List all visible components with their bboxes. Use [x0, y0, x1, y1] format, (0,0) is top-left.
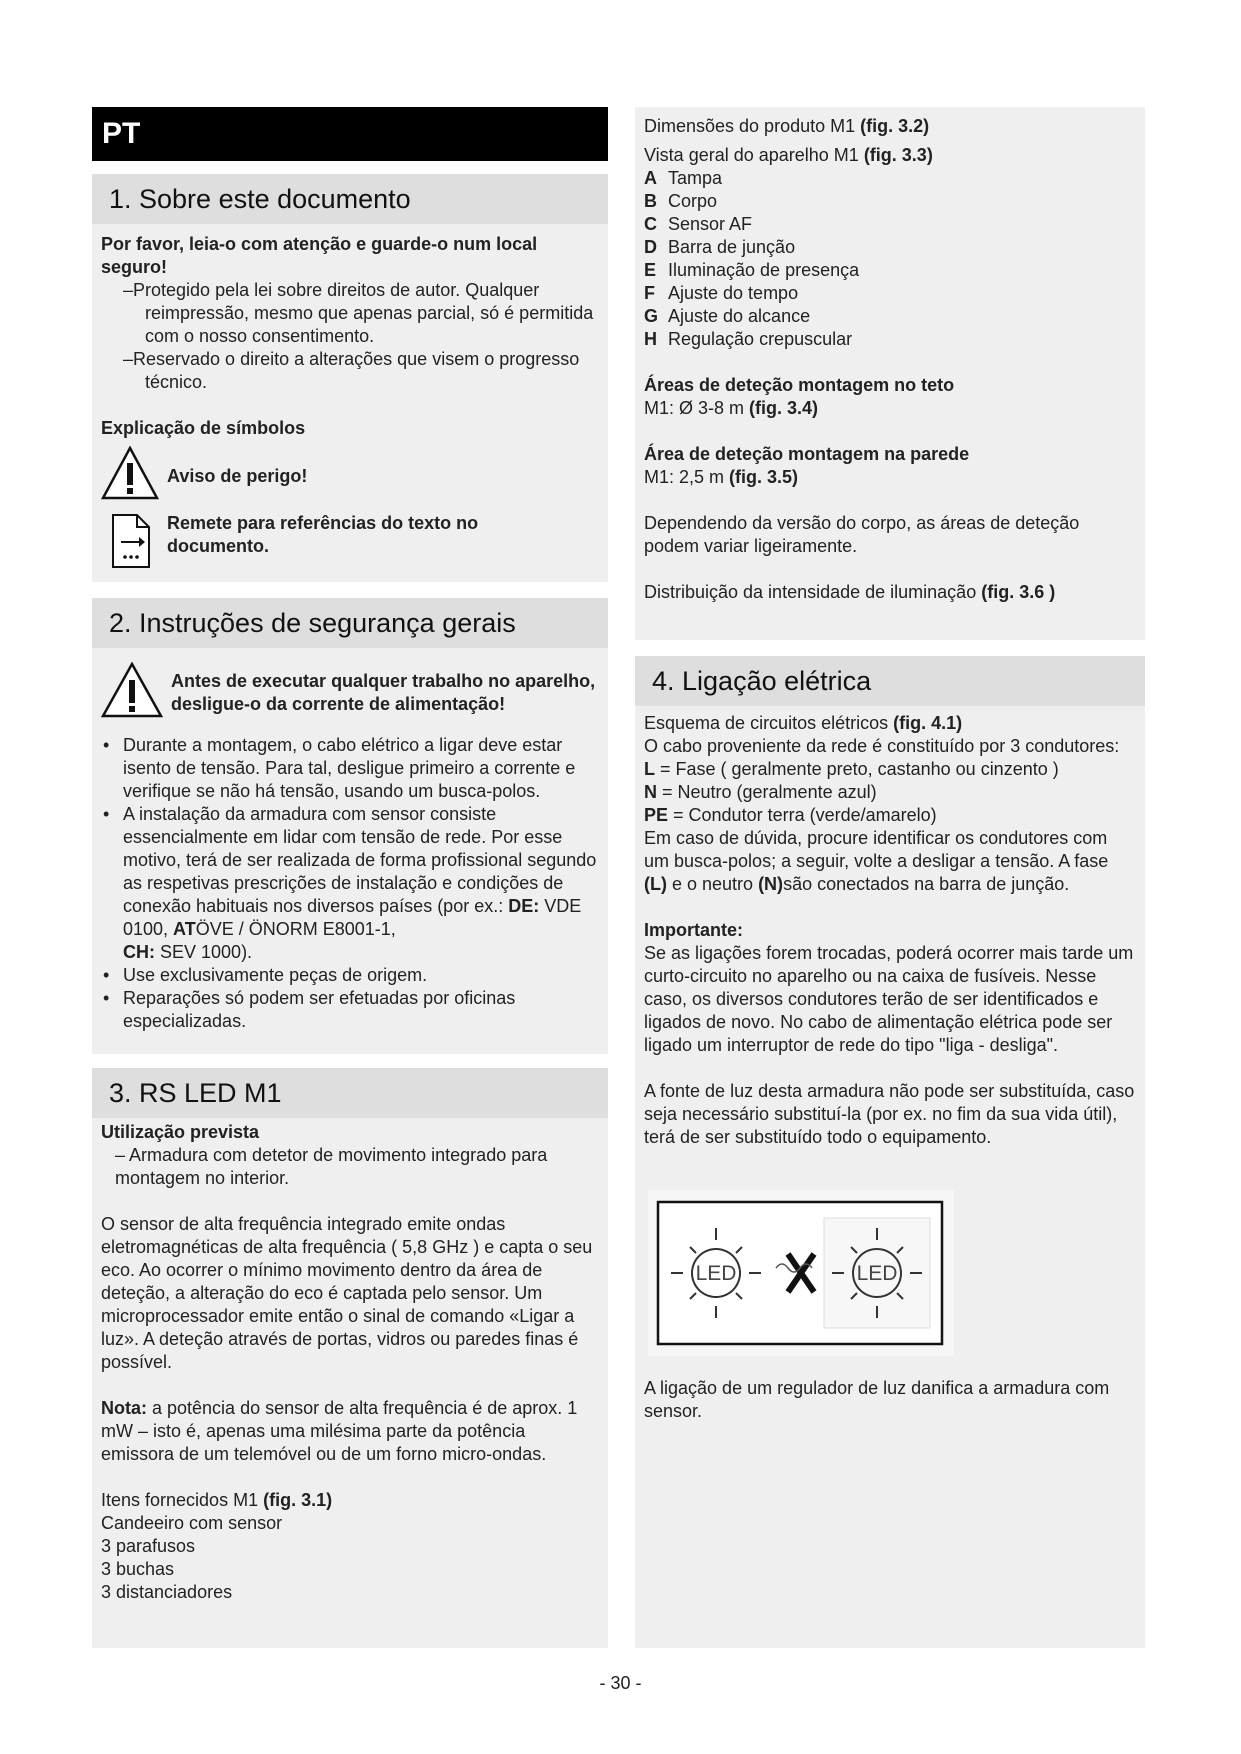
bullet-voltage: • Durante a montagem, o cabo elétrico a ligar deve estar isento de tensão. Para tal, desligue primeiro a corrente e verifique se não há tensão, usando um busca-polos. [101, 734, 599, 803]
detection-variation-note: Dependendo da versão do corpo, as áreas de deteção podem variar ligeiramente. [644, 513, 1080, 556]
sensor-description: O sensor de alta frequência integrado emite ondas eletromagnéticas de alta frequência ( 5,8 GHz ) e capta o seu eco. Ao ocorrer o mínimo movimento dentro da área de deteção, a alteração do eco é captada pelo sensor. Um microprocessador emite então o sinal de comando «Ligar a luz». A deteção através de portas, vidros ou paredes finas é possível. [101, 1214, 593, 1372]
section-1-panel [92, 174, 608, 582]
important-title: Importante: [644, 920, 743, 940]
warning-triangle-icon-2 [101, 662, 171, 724]
no-dimmer-figure [648, 1190, 954, 1356]
device-overview: Vista geral do aparelho M1 (fig. 3.3) [644, 145, 933, 165]
section-2-panel [92, 598, 608, 1054]
conductor-n: N = Neutro (geralmente azul) [644, 782, 877, 802]
light-source-note: A fonte de luz desta armadura não pode ser substituída, caso seja necessário substituí-la (por ex. no fim da sua vida útil), terá de ser substituído todo o equipamento. [644, 1081, 1135, 1147]
items-supplied-title: Itens fornecidos M1 (fig. 3.1) [101, 1490, 333, 1510]
led-label-right: LED [856, 1262, 898, 1285]
led-label-left: LED [695, 1262, 737, 1285]
item-screws: 3 parafusos [101, 1536, 196, 1556]
copyright-note: –Protegido pela lei sobre direitos de autor. Qualquer reimpressão, mesmo que apenas parcial, só é permitida com o nosso consentimento. [123, 280, 594, 346]
part-g: G Ajuste do alcance [644, 306, 811, 326]
doubt-instructions: Em caso de dúvida, procure identificar os condutores com um busca-polos; a seguir, volte a desligar a tensão. A fase (L) e o neutro (N)são conectados na barra de junção. [644, 828, 1109, 894]
circuit-diagram-ref: Esquema de circuitos elétricos (fig. 4.1) [644, 713, 963, 733]
document-reference-icon [101, 512, 161, 576]
illumination-distribution: Distribuição da intensidade de iluminação (fig. 3.6 ) [644, 582, 1056, 602]
part-c: C Sensor AF [644, 214, 753, 234]
section-3-panel [92, 1068, 608, 1648]
wall-detection-value: M1: 2,5 m (fig. 3.5) [644, 467, 799, 487]
intended-use-title: Utilização prevista [101, 1122, 260, 1142]
conductor-pe: PE = Condutor terra (verde/amarelo) [644, 805, 937, 825]
symbol-reference-label: Remete para referências do texto no documento. [167, 513, 479, 556]
product-dimensions: Dimensões do produto M1 (fig. 3.2) [644, 116, 930, 136]
part-f: F Ajuste do tempo [644, 283, 799, 303]
part-d: D Barra de junção [644, 237, 796, 257]
conductor-l: L = Fase ( geralmente preto, castanho ou cinzento ) [644, 759, 1059, 779]
section-2-title: 2. Instruções de segurança gerais [92, 598, 608, 648]
section-4-panel [635, 656, 1145, 1648]
item-spacers: 3 distanciadores [101, 1582, 233, 1602]
intended-use-text: – Armadura com detetor de movimento integrado para montagem no interior. [115, 1145, 548, 1188]
item-anchors: 3 buchas [101, 1559, 175, 1579]
part-a: A Tampa [644, 168, 723, 188]
ceiling-detection-value: M1: Ø 3-8 m (fig. 3.4) [644, 398, 819, 418]
wall-detection-title: Área de deteção montagem na parede [644, 444, 970, 464]
page-number: - 30 - [599, 1673, 642, 1693]
part-b: B Corpo [644, 191, 718, 211]
section-1-title: 1. Sobre este documento [92, 174, 608, 224]
bullet-original-parts: • Use exclusivamente peças de origem. [101, 964, 599, 987]
section-4-title: 4. Ligação elétrica [635, 656, 1145, 706]
symbols-title: Explicação de símbolos [101, 418, 306, 438]
ceiling-detection-title: Áreas de deteção montagem no teto [644, 375, 955, 395]
dimmer-warning: A ligação de um regulador de luz danifica a armadura com sensor. [644, 1378, 1110, 1421]
power-note: Nota: a potência do sensor de alta frequência é de aprox. 1 mW – isto é, apenas uma milésima parte da potência emissora de um telemóvel ou de um forno micro-ondas. [101, 1398, 578, 1464]
warning-triangle-icon [101, 446, 161, 506]
bullet-repairs: • Reparações só podem ser efetuadas por oficinas especializadas. [101, 987, 599, 1033]
part-h: H Regulação crepuscular [644, 329, 853, 349]
part-e: E Iluminação de presença [644, 260, 860, 280]
item-lamp: Candeeiro com sensor [101, 1513, 283, 1533]
cable-description: O cabo proveniente da rede é constituído por 3 condutores: [644, 736, 1120, 756]
rights-note: –Reservado o direito a alterações que visem o progresso técnico. [123, 349, 580, 392]
section-3-continued-panel [635, 107, 1145, 640]
important-text: Se as ligações forem trocadas, poderá ocorrer mais tarde um curto-circuito no aparelho ou na caixa de fusíveis. Nesse caso, os diversos condutores terão de ser identificados e ligados de novo. No cabo de alimentação elétrica pode ser ligado um interruptor de rede do tipo "liga - desliga". [644, 943, 1134, 1055]
intro-bold: Por favor, leia-o com atenção e guarde-o num local seguro! [101, 234, 538, 277]
safety-warning: Antes de executar qualquer trabalho no aparelho, desligue-o da corrente de alimentação! [171, 671, 596, 714]
section-3-title: 3. RS LED M1 [92, 1068, 608, 1118]
symbol-warning-label: Aviso de perigo! [167, 465, 308, 486]
language-label: PT [92, 107, 608, 161]
bullet-installation: • A instalação da armadura com sensor consiste essencialmente em lidar com tensão de rede. Por esse motivo, terá de ser realizada de forma profissional segundo as respetivas prescrições de instalação e condições de conexão habituais nos diversos países (por ex.: DE: VDE 0100, ATÖVE / ÖNORM E8001-1, CH: SEV 1000). [101, 803, 599, 964]
